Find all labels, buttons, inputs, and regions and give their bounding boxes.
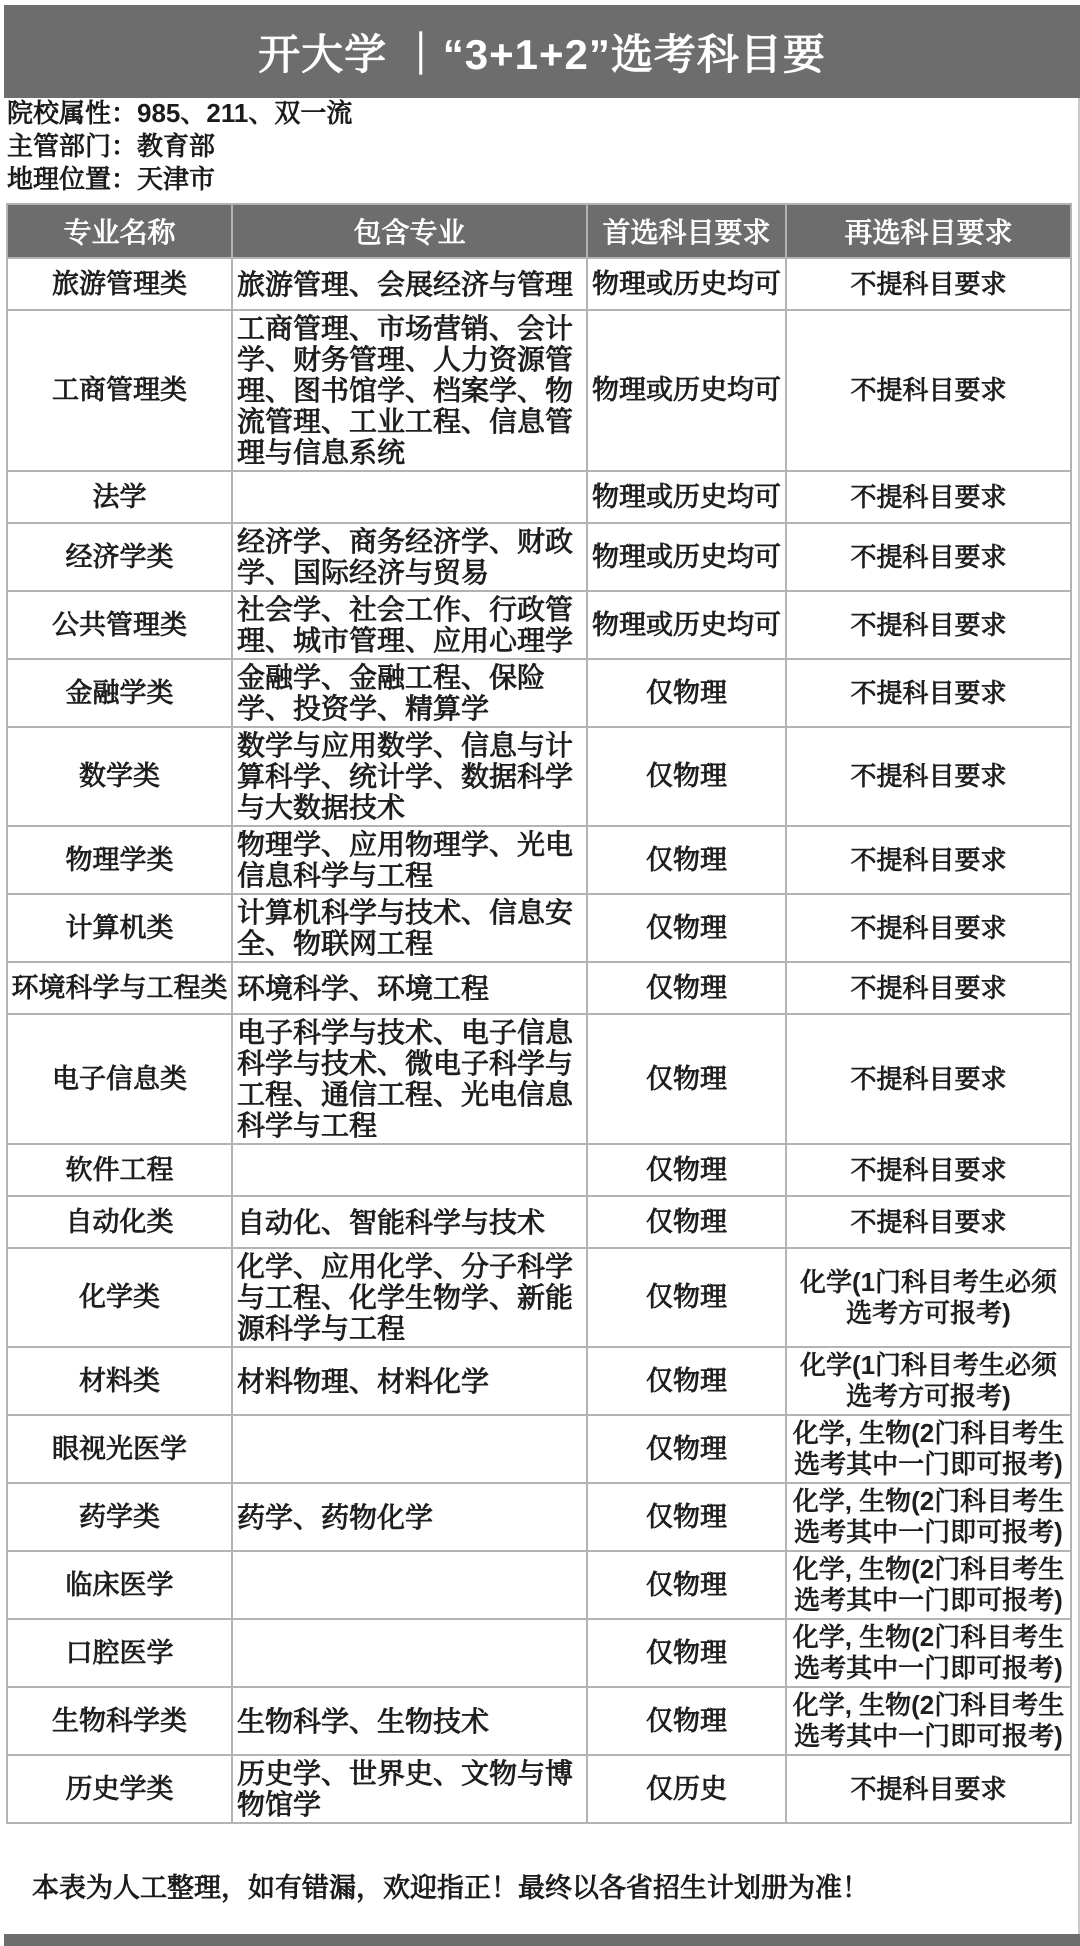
primary-subject-cell: 物理或历史均可 xyxy=(587,310,786,471)
primary-subject-cell: 仅物理 xyxy=(587,826,786,894)
table-row xyxy=(7,1415,1071,1483)
column-header-primary-subject: 首选科目要求 xyxy=(587,204,786,258)
major-name-cell: 生物科学类 xyxy=(7,1687,232,1755)
table-row xyxy=(7,1196,1071,1248)
table-row xyxy=(7,1347,1071,1415)
secondary-subject-cell: 化学(1门科目考生必须选考方可报考) xyxy=(786,1347,1071,1415)
secondary-subject-cell: 不提科目要求 xyxy=(786,471,1071,523)
school-attributes-line: 院校属性：985、211、双一流 xyxy=(7,98,353,128)
major-name-cell: 眼视光医学 xyxy=(7,1415,232,1483)
primary-subject-cell: 仅物理 xyxy=(587,659,786,727)
major-name-cell: 计算机类 xyxy=(7,894,232,962)
major-name-cell: 电子信息类 xyxy=(7,1014,232,1144)
bottom-bar xyxy=(4,1934,1080,1946)
primary-subject-cell: 物理或历史均可 xyxy=(587,523,786,591)
major-name-cell: 历史学类 xyxy=(7,1755,232,1823)
table-row xyxy=(7,962,1071,1014)
major-name-cell: 物理学类 xyxy=(7,826,232,894)
major-name-cell: 工商管理类 xyxy=(7,310,232,471)
primary-subject-cell: 仅物理 xyxy=(587,727,786,826)
included-majors-cell: 药学、药物化学 xyxy=(232,1483,587,1551)
included-majors-cell: 计算机科学与技术、信息安全、物联网工程 xyxy=(232,894,587,962)
secondary-subject-cell: 不提科目要求 xyxy=(786,310,1071,471)
major-name-cell: 口腔医学 xyxy=(7,1619,232,1687)
included-majors-cell: 环境科学、环境工程 xyxy=(232,962,587,1014)
major-name-cell: 经济学类 xyxy=(7,523,232,591)
subject-requirements-table xyxy=(6,203,1072,1824)
included-majors-cell: 旅游管理、会展经济与管理 xyxy=(232,258,587,310)
primary-subject-cell: 仅历史 xyxy=(587,1755,786,1823)
table-row xyxy=(7,1483,1071,1551)
included-majors-cell xyxy=(232,1619,587,1687)
major-name-cell: 化学类 xyxy=(7,1248,232,1347)
table-row xyxy=(7,591,1071,659)
secondary-subject-cell: 化学, 生物(2门科目考生选考其中一门即可报考) xyxy=(786,1687,1071,1755)
table-row xyxy=(7,1248,1071,1347)
secondary-subject-cell: 不提科目要求 xyxy=(786,591,1071,659)
included-majors-cell: 数学与应用数学、信息与计算科学、统计学、数据科学与大数据技术 xyxy=(232,727,587,826)
included-majors-cell: 材料物理、材料化学 xyxy=(232,1347,587,1415)
secondary-subject-cell: 不提科目要求 xyxy=(786,894,1071,962)
table-row xyxy=(7,659,1071,727)
included-majors-cell xyxy=(232,1144,587,1196)
column-header-secondary-subject: 再选科目要求 xyxy=(786,204,1071,258)
included-majors-cell: 工商管理、市场营销、会计学、财务管理、人力资源管理、图书馆学、档案学、物流管理、工业工程、信息管理与信息系统 xyxy=(232,310,587,471)
major-name-cell: 金融学类 xyxy=(7,659,232,727)
included-majors-cell: 历史学、世界史、文物与博物馆学 xyxy=(232,1755,587,1823)
major-name-cell: 数学类 xyxy=(7,727,232,826)
table-header-row xyxy=(7,204,1071,258)
column-header-included-majors: 包含专业 xyxy=(232,204,587,258)
table-row xyxy=(7,523,1071,591)
included-majors-cell xyxy=(232,471,587,523)
primary-subject-cell: 仅物理 xyxy=(587,962,786,1014)
included-majors-cell: 社会学、社会工作、行政管理、城市管理、应用心理学 xyxy=(232,591,587,659)
footer-note: 本表为人工整理，如有错漏，欢迎指正！最终以各省招生计划册为准！ xyxy=(32,1873,869,1903)
primary-subject-cell: 仅物理 xyxy=(587,1196,786,1248)
included-majors-cell: 生物科学、生物技术 xyxy=(232,1687,587,1755)
included-majors-cell: 自动化、智能科学与技术 xyxy=(232,1196,587,1248)
table-row xyxy=(7,894,1071,962)
secondary-subject-cell: 化学, 生物(2门科目考生选考其中一门即可报考) xyxy=(786,1415,1071,1483)
included-majors-cell: 化学、应用化学、分子科学与工程、化学生物学、新能源科学与工程 xyxy=(232,1248,587,1347)
major-name-cell: 临床医学 xyxy=(7,1551,232,1619)
secondary-subject-cell: 化学(1门科目考生必须选考方可报考) xyxy=(786,1248,1071,1347)
major-name-cell: 材料类 xyxy=(7,1347,232,1415)
secondary-subject-cell: 不提科目要求 xyxy=(786,1755,1071,1823)
secondary-subject-cell: 化学, 生物(2门科目考生选考其中一门即可报考) xyxy=(786,1551,1071,1619)
major-name-cell: 软件工程 xyxy=(7,1144,232,1196)
included-majors-cell xyxy=(232,1415,587,1483)
table-row xyxy=(7,258,1071,310)
primary-subject-cell: 仅物理 xyxy=(587,1415,786,1483)
page-banner xyxy=(4,5,1080,98)
major-name-cell: 旅游管理类 xyxy=(7,258,232,310)
included-majors-cell: 电子科学与技术、电子信息科学与技术、微电子科学与工程、通信工程、光电信息科学与工程 xyxy=(232,1014,587,1144)
secondary-subject-cell: 不提科目要求 xyxy=(786,258,1071,310)
major-name-cell: 公共管理类 xyxy=(7,591,232,659)
secondary-subject-cell: 不提科目要求 xyxy=(786,1014,1071,1144)
major-name-cell: 自动化类 xyxy=(7,1196,232,1248)
secondary-subject-cell: 不提科目要求 xyxy=(786,523,1071,591)
primary-subject-cell: 仅物理 xyxy=(587,1347,786,1415)
page-title: 开大学 ｜“3+1+2”选考科目要 xyxy=(258,30,826,78)
primary-subject-cell: 仅物理 xyxy=(587,1248,786,1347)
primary-subject-cell: 物理或历史均可 xyxy=(587,471,786,523)
secondary-subject-cell: 不提科目要求 xyxy=(786,826,1071,894)
primary-subject-cell: 仅物理 xyxy=(587,1619,786,1687)
secondary-subject-cell: 化学, 生物(2门科目考生选考其中一门即可报考) xyxy=(786,1619,1071,1687)
primary-subject-cell: 仅物理 xyxy=(587,1551,786,1619)
table-row xyxy=(7,310,1071,471)
column-header-major-name: 专业名称 xyxy=(7,204,232,258)
secondary-subject-cell: 不提科目要求 xyxy=(786,727,1071,826)
location-line: 地理位置：天津市 xyxy=(7,164,216,194)
included-majors-cell xyxy=(232,1551,587,1619)
primary-subject-cell: 仅物理 xyxy=(587,1483,786,1551)
primary-subject-cell: 仅物理 xyxy=(587,894,786,962)
table-row xyxy=(7,826,1071,894)
secondary-subject-cell: 不提科目要求 xyxy=(786,1196,1071,1248)
included-majors-cell: 物理学、应用物理学、光电信息科学与工程 xyxy=(232,826,587,894)
table-row xyxy=(7,1755,1071,1823)
primary-subject-cell: 物理或历史均可 xyxy=(587,591,786,659)
secondary-subject-cell: 不提科目要求 xyxy=(786,1144,1071,1196)
table-row xyxy=(7,727,1071,826)
administrator-line: 主管部门：教育部 xyxy=(7,131,216,161)
table-row xyxy=(7,1144,1071,1196)
table-row xyxy=(7,471,1071,523)
primary-subject-cell: 物理或历史均可 xyxy=(587,258,786,310)
secondary-subject-cell: 化学, 生物(2门科目考生选考其中一门即可报考) xyxy=(786,1483,1071,1551)
major-name-cell: 环境科学与工程类 xyxy=(7,962,232,1014)
table-row xyxy=(7,1014,1071,1144)
table-row xyxy=(7,1551,1071,1619)
primary-subject-cell: 仅物理 xyxy=(587,1014,786,1144)
major-name-cell: 药学类 xyxy=(7,1483,232,1551)
table-row xyxy=(7,1619,1071,1687)
table-row xyxy=(7,1687,1071,1755)
included-majors-cell: 经济学、商务经济学、财政学、国际经济与贸易 xyxy=(232,523,587,591)
major-name-cell: 法学 xyxy=(7,471,232,523)
secondary-subject-cell: 不提科目要求 xyxy=(786,962,1071,1014)
primary-subject-cell: 仅物理 xyxy=(587,1144,786,1196)
school-info-block xyxy=(7,97,352,196)
secondary-subject-cell: 不提科目要求 xyxy=(786,659,1071,727)
included-majors-cell: 金融学、金融工程、保险学、投资学、精算学 xyxy=(232,659,587,727)
primary-subject-cell: 仅物理 xyxy=(587,1687,786,1755)
